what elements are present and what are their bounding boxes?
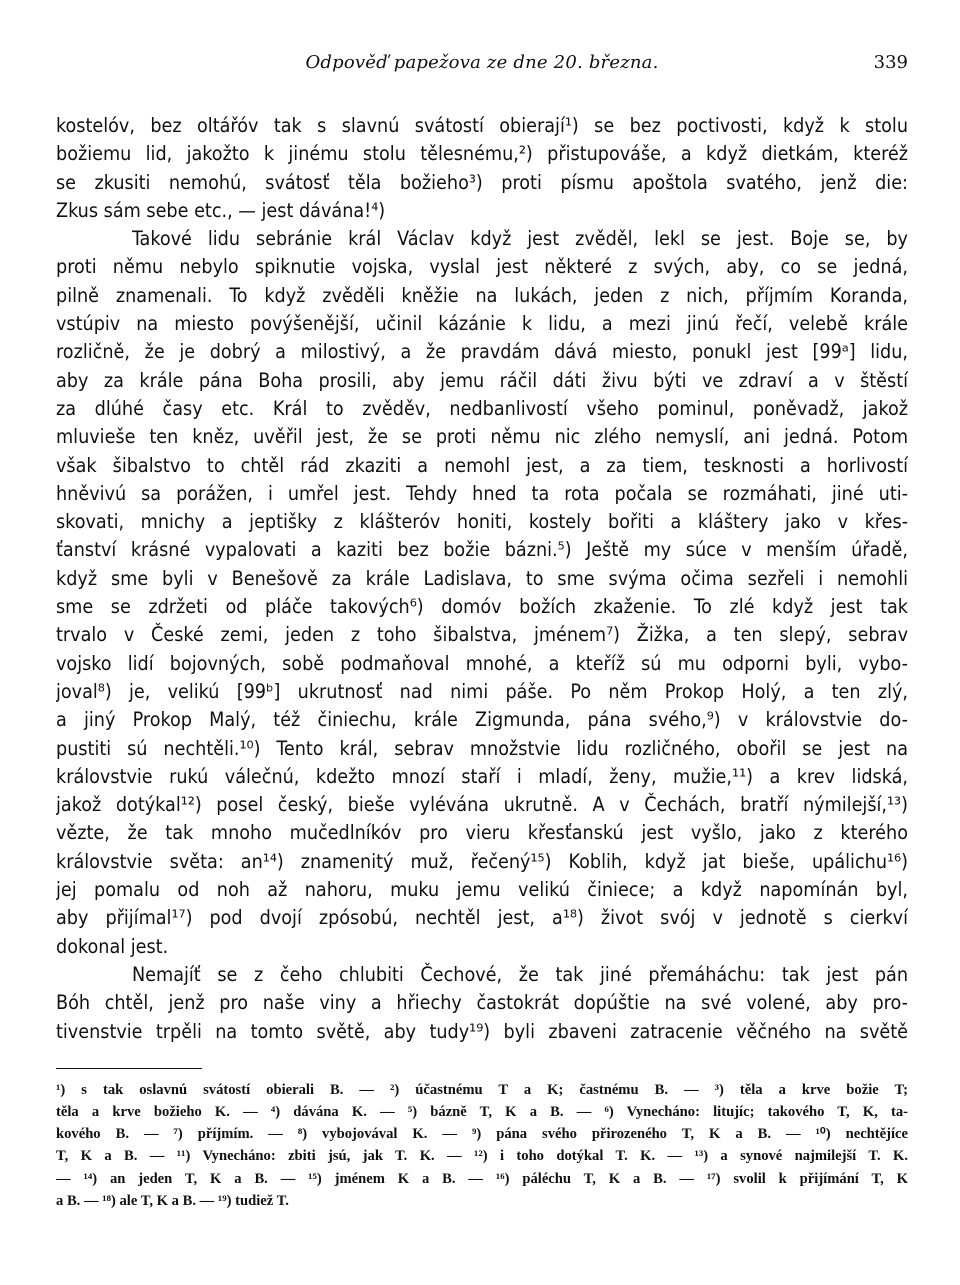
text-line: jakož dotýkal¹²) posel český, bieše vylévána ukrutně. A v Čechách, bratří nýmilejší,¹³) bbox=[56, 793, 908, 817]
text-line: dokonal jest. bbox=[56, 934, 169, 958]
text-line: trvalo v České zemi, jeden z toho šibalstva, jménem⁷) Žižka, a ten slepý, sebrav bbox=[56, 623, 908, 647]
running-head bbox=[56, 52, 908, 112]
text-line: tivenstvie trpěli na tomto světě, aby tudy¹⁹) byli zbaveni zatracenie věčného na světě bbox=[56, 1019, 908, 1043]
text-line: joval⁸) je, velikú [99ᵇ] ukrutnosť nad nimi páše. Po něm Prokop Holý, a ten zlý, bbox=[56, 679, 908, 703]
text-line: královstvie rukú válečnú, kdežto mnozí staří i mladí, ženy, mužie,¹¹) a krev lidská, bbox=[56, 764, 908, 788]
book-page bbox=[56, 0, 908, 1212]
text-line: aby za krále pána Boha prosili, aby jemu ráčil dáti živu býti ve zdraví a v štěstí bbox=[56, 368, 908, 392]
text-line: ťanství krásné vypalovati a kaziti bez božie bázni.⁵) Ještě my súce v menším úřadě, bbox=[56, 538, 908, 562]
text-line: kostelóv, bez oltářóv tak s slavnú svátostí obierají¹) se bez poctivosti, když k stolu bbox=[56, 114, 908, 137]
text-line: za dlúhé časy etc. Král to zvěděv, nedbanlivostí všeho pominul, poněvadž, jakož bbox=[56, 396, 908, 420]
text-line: a jiný Prokop Malý, též činiechu, krále Zigmunda, pána svého,⁹) v královstvie do- bbox=[56, 708, 908, 732]
footnotes bbox=[56, 1079, 908, 1212]
footnote-line: těla a krve božieho K. — ⁴) dávána K. — ⁵) bázně T, K a B. — ⁶) Vynecháno: litujíc; takového T, K, ta- bbox=[56, 1104, 908, 1120]
text-line: vězte, že tak mnoho mučedlníkóv pro vieru křesťanskú jest vyšlo, jako z kterého bbox=[56, 821, 908, 845]
footnote-line: a B. — ¹⁸) ale T, K a B. — ¹⁹) tudiež T. bbox=[56, 1192, 289, 1209]
footnote-line: ¹) s tak oslavnú svátostí obierali B. — ²) účastnému T a K; častnému B. — ³) těla a krve božie T; bbox=[56, 1081, 908, 1098]
text-line: aby přijímal¹⁷) pod dvojí zpósobú, nechtěl jest, a¹⁸) život svój v jednotě s cierkví bbox=[56, 906, 908, 930]
text-line: pilně znamenali. To když zvěděli kněžie na lukách, jeden z nich, příjmím Koranda, bbox=[56, 283, 908, 307]
footnote-line: — ¹⁴) an jeden T, K a B. — ¹⁵) jménem K a B. — ¹⁶) páléchu T, K a B. — ¹⁷) svolil k přijímání T, K bbox=[56, 1170, 908, 1187]
running-title: Odpověď papežova ze dne 20. března. bbox=[305, 52, 659, 73]
text-line: královstvie světa: an¹⁴) znamenitý muž, řečený¹⁵) Koblih, když jat bieše, upálichu¹⁶) bbox=[56, 849, 908, 873]
text-line: skovati, mnichy a jeptišky z klášteróv honiti, kostely bořiti a kláštery jako v křes- bbox=[56, 510, 908, 534]
text-line: pustiti sú nechtěli.¹⁰) Tento král, sebrav množstvie lidu rozličného, obořil se jest na bbox=[56, 736, 908, 760]
text-line: Bóh chtěl, jenž pro naše viny a hřiechy častokrát dopúštie na své volené, aby pro- bbox=[56, 991, 908, 1015]
text-line: proti němu nebylo spiknutie vojska, vyslal jest některé z svých, aby, co se jedná, bbox=[56, 255, 908, 279]
footnote-line: T, K a B. — ¹¹) Vynecháno: zbiti jsú, jak T. K. — ¹²) i toho dotýkal T. K. — ¹³) a synové najmilejší T. K. bbox=[56, 1148, 908, 1165]
text-line: hněvivú sa porážen, i umřel jest. Tehdy hned ta rota počala se rozmáhati, jiné uti- bbox=[56, 481, 908, 505]
text-line: vstúpiv na miesto povýšenější, učinil kázánie k lidu, a mezi jinú řečí, velebě krále bbox=[56, 312, 908, 336]
footnote-line: kového B. — ⁷) příjmím. — ⁸) vybojovával K. — ⁹) pána svého přirozeného T, K a B. — ¹⁰) nechtějíce bbox=[56, 1126, 908, 1143]
footnote-separator bbox=[56, 1068, 202, 1069]
text-line: jej pomalu od noh až nahoru, muku jemu velikú činiece; a když napomínán byl, bbox=[56, 878, 908, 902]
text-line: mluvieše ten kněz, uvěřil jest, že se proti němu nic zlého nemyslí, ani jedná. Potom bbox=[56, 425, 908, 449]
text-line: však šibalstvo to chtěl rád zkaziti a nemohl jest, a za tiem, tesknosti a horlivostí bbox=[56, 453, 908, 477]
text-line: sme se zdržeti od pláče takových⁶) domóv božích zkaženie. To zlé když jest tak bbox=[56, 595, 908, 619]
text-line: Zkus sám sebe etc., — jest dávána!⁴) bbox=[56, 198, 386, 222]
main-text bbox=[56, 112, 908, 1046]
paragraph-first-line: Takové lidu sebránie král Václav když jest zvěděl, lekl se jest. Boje se, by bbox=[132, 227, 908, 251]
page-number: 339 bbox=[873, 52, 908, 73]
text-line: vojsko lidí bojovných, sobě podmaňoval mnohé, a kteříž sú mu odporni byli, vybo- bbox=[56, 651, 908, 675]
text-line: rozličně, že je dobrý a milostivý, a že pravdám dává miesto, ponukl jest [99ᵃ] lidu, bbox=[56, 340, 908, 364]
paragraph-first-line: Nemajíť se z čeho chlubiti Čechové, že tak jiné přemáháchu: tak jest pán bbox=[132, 962, 908, 986]
text-line: když sme byli v Benešově za krále Ladislava, to sme svýma očima sezřeli i nemohli bbox=[56, 566, 908, 590]
text-line: se zkusiti nemohú, svátosť těla božieho³) proti písmu apoštola svatého, jenž die: bbox=[56, 170, 908, 194]
text-line: božiemu lid, jakožto k jinému stolu tělesnému,²) přistupováše, a když dietkám, kteréž bbox=[56, 142, 908, 166]
